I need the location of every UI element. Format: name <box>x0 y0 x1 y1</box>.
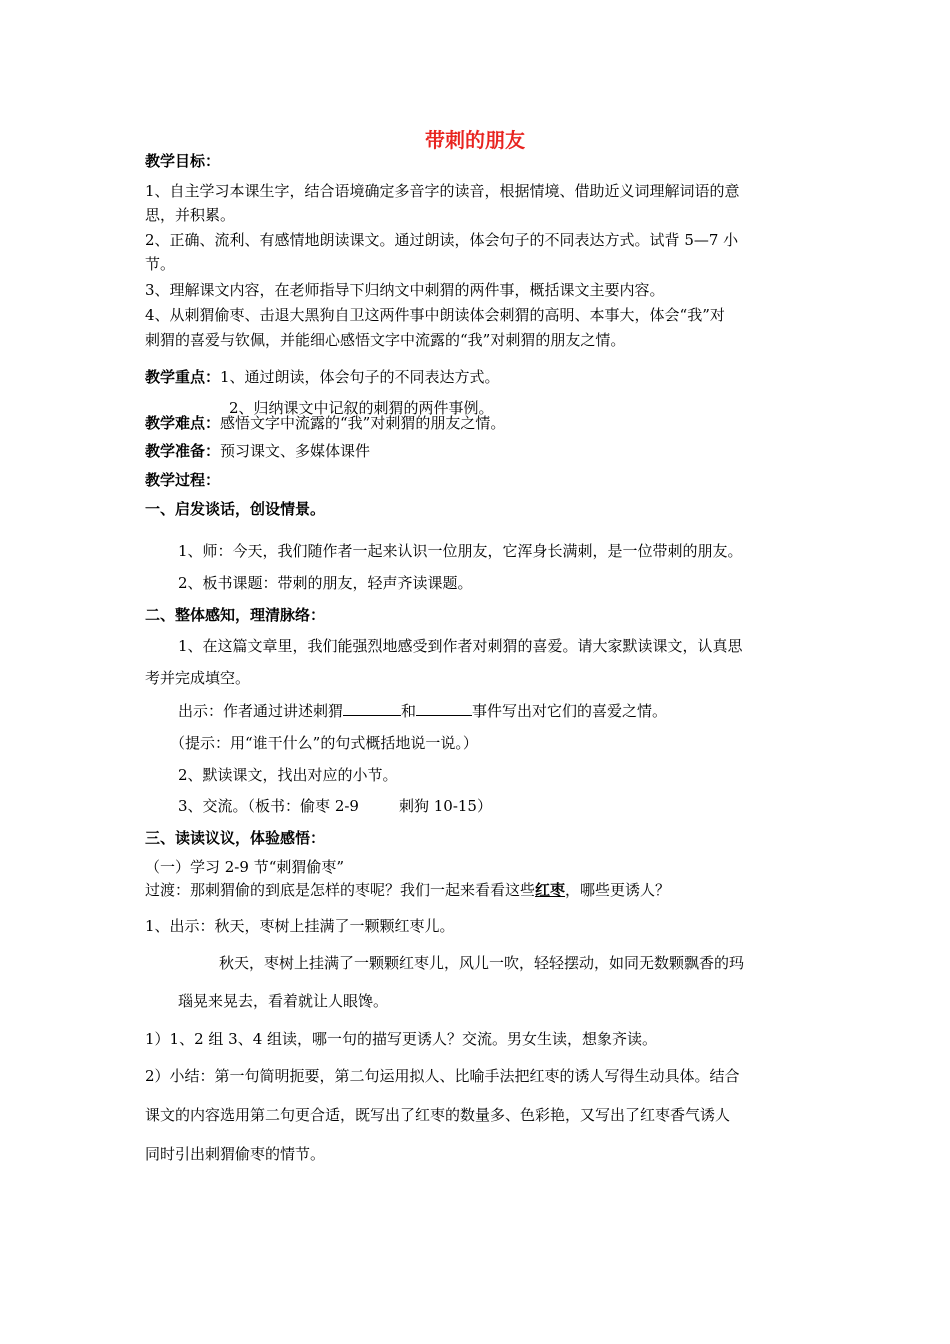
show-text: 事件写出对它们的喜爱之情。 <box>472 702 668 720</box>
paragraph-line: 2、板书课题：带刺的朋友，轻声齐读课题。 <box>178 574 473 592</box>
paragraph-line: 同时引出刺猬偷枣的情节。 <box>145 1145 326 1163</box>
goals-heading: 教学目标： <box>145 152 221 170</box>
goal-line: 4、从刺猬偷枣、击退大黑狗自卫这两件事中朗读体会刺猬的高明、本事大，体会“我”对 <box>145 306 725 324</box>
prep-heading: 教学准备： <box>145 442 221 460</box>
transition-text: ，哪些更诱人？ <box>565 881 671 899</box>
transition-text: 过渡：那刺猬偷的到底是怎样的枣呢？我们一起来看看这些 <box>145 881 536 899</box>
goal-line: 1、自主学习本课生字，结合语境确定多音字的读音，根据情境、借助近义词理解词语的意 <box>145 182 740 200</box>
focus-row <box>145 367 500 387</box>
paragraph-line: 1、出示：秋天，枣树上挂满了一颗颗红枣儿。 <box>145 917 455 935</box>
goal-line: 思，并积累。 <box>145 206 236 224</box>
subsection-heading: （一）学习 2-9 节“刺猬偷枣” <box>145 858 345 876</box>
focus-item: 1、通过朗读，体会句子的不同表达方式。 <box>220 368 500 386</box>
page-title: 带刺的朋友 <box>425 128 525 152</box>
blank-line <box>343 701 401 716</box>
difficulty-heading: 教学难点： <box>145 414 221 432</box>
prep-row <box>145 441 370 461</box>
goal-line: 2、正确、流利、有感情地朗读课文。通过朗读，体会句子的不同表达方式。试背 5—7 小 <box>145 231 739 249</box>
paragraph-line: 课文的内容选用第二句更合适，既写出了红枣的数量多、色彩艳，又写出了红枣香气诱人 <box>145 1106 731 1124</box>
prep-text: 预习课文、多媒体课件 <box>220 442 371 460</box>
paragraph-line: 1、师：今天，我们随作者一起来认识一位朋友，它浑身长满刺，是一位带刺的朋友。 <box>178 542 743 560</box>
focus-heading: 教学重点： <box>145 368 221 386</box>
difficulty-text: 感悟文字中流露的“我”对刺猬的朋友之情。 <box>220 414 506 432</box>
difficulty-row <box>145 413 505 433</box>
show-text: 出示：作者通过讲述刺猬 <box>178 702 344 720</box>
underlined-term: 红枣 <box>535 881 566 899</box>
process-heading: 教学过程： <box>145 471 221 489</box>
paragraph-line: 考并完成填空。 <box>145 669 251 687</box>
section-heading: 二、整体感知，理清脉络： <box>145 606 326 624</box>
transition-line <box>145 880 670 900</box>
paragraph-line: 1、在这篇文章里，我们能强烈地感受到作者对刺猬的喜爱。请大家默读课文，认真思 <box>178 637 743 655</box>
show-text: 和 <box>401 702 417 720</box>
board-row <box>178 796 492 816</box>
fill-in-blank <box>178 701 667 721</box>
blank-line <box>416 701 472 716</box>
hint-line: （提示：用“谁干什么”的句式概括地说一说。） <box>170 734 478 752</box>
goal-line: 刺猬的喜爱与钦佩，并能细心感悟文字中流露的“我”对刺猬的朋友之情。 <box>145 331 626 349</box>
focus-item: 2、归纳课文中记叙的刺猬的两件事例。 <box>229 399 494 417</box>
section-heading: 一、启发谈话，创设情景。 <box>145 500 326 518</box>
goal-line: 节。 <box>145 255 176 273</box>
board-text: 3、交流。（板书：偷枣 2-9 <box>178 797 359 815</box>
board-text: 刺狗 10-15） <box>398 797 492 815</box>
paragraph-line: 1）1、2 组 3、4 组读，哪一句的描写更诱人？交流。男女生读，想象齐读。 <box>145 1030 658 1048</box>
paragraph-line: 瑙晃来晃去，看着就让人眼馋。 <box>178 992 389 1010</box>
paragraph-line: 2）小结：第一句简明扼要，第二句运用拟人、比喻手法把红枣的诱人写得生动具体。结合 <box>145 1067 740 1085</box>
paragraph-line: 2、默读课文，找出对应的小节。 <box>178 766 398 784</box>
section-heading: 三、读读议议，体验感悟： <box>145 829 326 847</box>
goal-line: 3、理解课文内容，在老师指导下归纳文中刺猬的两件事，概括课文主要内容。 <box>145 281 665 299</box>
paragraph-line: 秋天，枣树上挂满了一颗颗红枣儿，风儿一吹，轻轻摆动，如同无数颗飘香的玛 <box>219 954 745 972</box>
